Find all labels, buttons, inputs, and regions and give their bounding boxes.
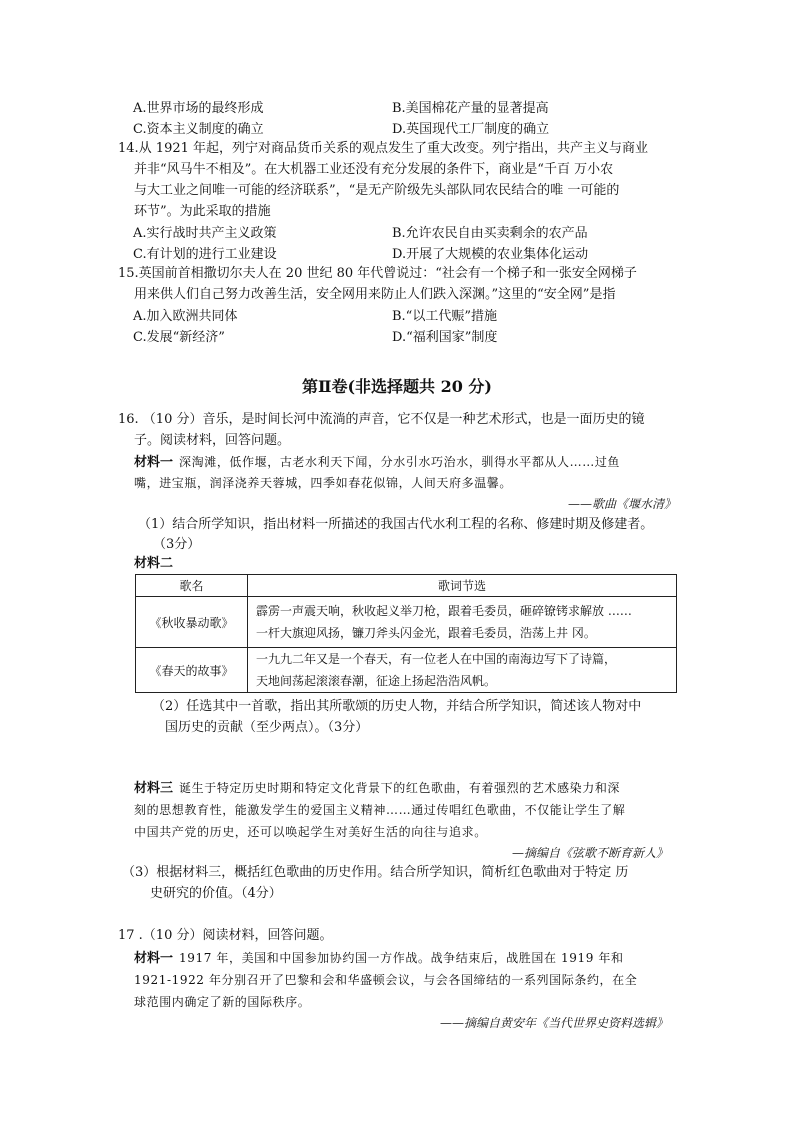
- q15-option-b[interactable]: B.“以工代赈”措施: [392, 309, 497, 324]
- q17-material-1-line-2: 1921-1922 年分别召开了巴黎和会和华盛顿会议，与会各国缔结的一系列国际条约，在全: [134, 973, 638, 987]
- q15-option-d[interactable]: D.“福利国家”制度: [392, 330, 498, 345]
- q14-stem-line-4: 环节”。为此采取的措施: [134, 204, 271, 219]
- q15-stem-line-2: 用来供人们自己努力改善生活，安全网用来防止人们跌入深渊。”这里的“安全网”是指: [134, 287, 616, 302]
- lyrics-line: 霹雳一声震天响，秋收起义举刀枪，跟着毛委员，砸碎镣铐求解放 ……: [256, 604, 632, 618]
- q13-option-c[interactable]: C.资本主义制度的确立: [133, 122, 264, 137]
- q17-material-1-label: 材料一: [134, 951, 174, 966]
- q16-intro-line-1: 16. （10 分）音乐，是时间长河中流淌的声音，它不仅是一种艺术形式，也是一面历史的镜: [118, 412, 645, 427]
- q15-option-row-2: [133, 326, 693, 346]
- q14-stem-line-2: 并非“风马牛不相及”。在大机器工业还没有充分发展的条件下，商业是“千百 万小农: [134, 162, 614, 177]
- q16-subquestion-2-line-2: 国历史的贡献（至少两点）。（3分）: [165, 720, 369, 735]
- q14-option-c[interactable]: C.有计划的进行工业建设: [133, 247, 277, 262]
- q16-subquestion-1-line-2: （3分）: [153, 537, 201, 552]
- q16-material-3-line-3: 中国共产党的历史，还可以唤起学生对美好生活的向往与追求。: [134, 825, 487, 839]
- q16-subquestion-3-line-2: 史研究的价值。（4分）: [150, 886, 282, 901]
- q15-option-row-1: [133, 305, 693, 325]
- q15-option-c[interactable]: C.发展“新经济”: [133, 330, 225, 345]
- q14-option-row-1: [133, 222, 693, 242]
- lyrics-line: 天地间荡起滚滚春潮，征途上扬起浩浩风帆。: [256, 674, 497, 688]
- q16-material-1-source: ——歌曲《堰水清》: [567, 497, 676, 511]
- q16-material-1-line-2: 嘴，进宝瓶，润泽浇养天蓉城，四季如春花似锦，人间天府多温馨。: [134, 476, 513, 490]
- q17-material-1-text-1: 1917 年，美国和中国参加协约国一方作战。战争结束后，战胜国在 1919 年和: [179, 951, 624, 965]
- q16-material-3-line-2: 刻的思想教育性，能激发学生的爱国主义精神……通过传唱红色歌曲，不仅能让学生了解: [134, 803, 626, 817]
- q16-subquestion-2-line-1: （2）任选其中一首歌，指出其所歌颂的历史人物，并结合所学知识，简述该人物对中: [152, 699, 642, 714]
- q16-material-1-text-1: 深淘滩，低作堰，古老水利天下闻，分水引水巧治水，驯得水平都从人……过鱼: [179, 455, 621, 469]
- table-header-song-name: 歌名: [136, 575, 248, 597]
- q13-option-a[interactable]: A.世界市场的最终形成: [133, 101, 264, 116]
- q13-option-d[interactable]: D.英国现代工厂制度的确立: [392, 122, 550, 137]
- lyrics-cell: [248, 597, 677, 648]
- song-lyrics-table: [135, 574, 677, 693]
- q16-material-3-source: —摘编自《弦歌不断育新人》: [511, 846, 668, 860]
- table-row: [136, 648, 677, 693]
- q16-subquestion-3-line-1: （3）根据材料三，概括红色歌曲的历史作用。结合所学知识，简析红色歌曲对于特定 历: [122, 865, 629, 880]
- q13-option-b[interactable]: B.美国棉花产量的显著提高: [392, 101, 549, 116]
- q14-stem-line-1: 14.从 1921 年起，列宁对商品货币关系的观点发生了重大改变。列宁指出，共产主义与商业: [118, 141, 649, 156]
- q13-option-row-2: [133, 118, 693, 138]
- q16-material-3-label: 材料三: [134, 781, 174, 796]
- lyrics-line: 一九九二年又是一个春天，有一位老人在中国的南海边写下了诗篇，: [256, 652, 617, 666]
- q14-stem-line-3: 与大工业之间唯一可能的经济联系”，“是无产阶级先头部队同农民结合的唯 一可能的: [134, 183, 620, 198]
- q17-material-1-source: ——摘编自黄安年《当代世界史资料选辑》: [439, 1016, 668, 1030]
- lyrics-line: 一杆大旗迎风扬，镰刀斧头闪金光，跟着毛委员，浩荡上井 冈。: [256, 626, 596, 640]
- q15-option-a[interactable]: A.加入欧洲共同体: [133, 309, 238, 324]
- q15-stem-line-1: 15.英国前首相撒切尔夫人在 20 世纪 80 年代曾说过：“社会有一个梯子和一张安全网梯子: [118, 266, 637, 281]
- q16-intro-line-2: 子。阅读材料，回答问题。: [134, 433, 291, 448]
- q16-material-1-line-1: [134, 452, 620, 473]
- q14-option-b[interactable]: B.允许农民自由买卖剩余的农产品: [392, 226, 588, 241]
- q14-option-a[interactable]: A.实行战时共产主义政策: [133, 226, 277, 241]
- q17-material-1-line-3: 球范围内确定了新的国际秩序。: [134, 995, 311, 1009]
- q14-option-row-2: [133, 243, 693, 263]
- q14-option-d[interactable]: D.开展了大规模的农业集体化运动: [392, 247, 589, 262]
- q16-material-3-text-1: 诞生于特定历史时期和特定文化背景下的红色歌曲，有着强烈的艺术感染力和深: [179, 781, 621, 795]
- q13-option-row-1: [133, 97, 693, 117]
- table-header-lyrics: 歌词节选: [248, 575, 677, 597]
- q16-subquestion-1-line-1: （1）结合所学知识，指出材料一所描述的我国古代水利工程的名称、修建时期及修建者。: [138, 517, 654, 532]
- q16-material-2-label: 材料二: [134, 556, 174, 571]
- table-row: [136, 597, 677, 648]
- q17-intro: 17 .（10 分）阅读材料，回答问题。: [118, 928, 333, 943]
- song-name-cell: 《秋收暴动歌》: [136, 597, 248, 648]
- q17-material-1-line-1: [134, 948, 624, 969]
- q16-material-1-label: 材料一: [134, 455, 174, 470]
- q16-material-3-line-1: [134, 778, 620, 799]
- section-title: 第Ⅱ卷(非选择题共 20 分): [301, 377, 493, 396]
- song-name-cell: 《春天的故事》: [136, 648, 248, 693]
- lyrics-cell: [248, 648, 677, 693]
